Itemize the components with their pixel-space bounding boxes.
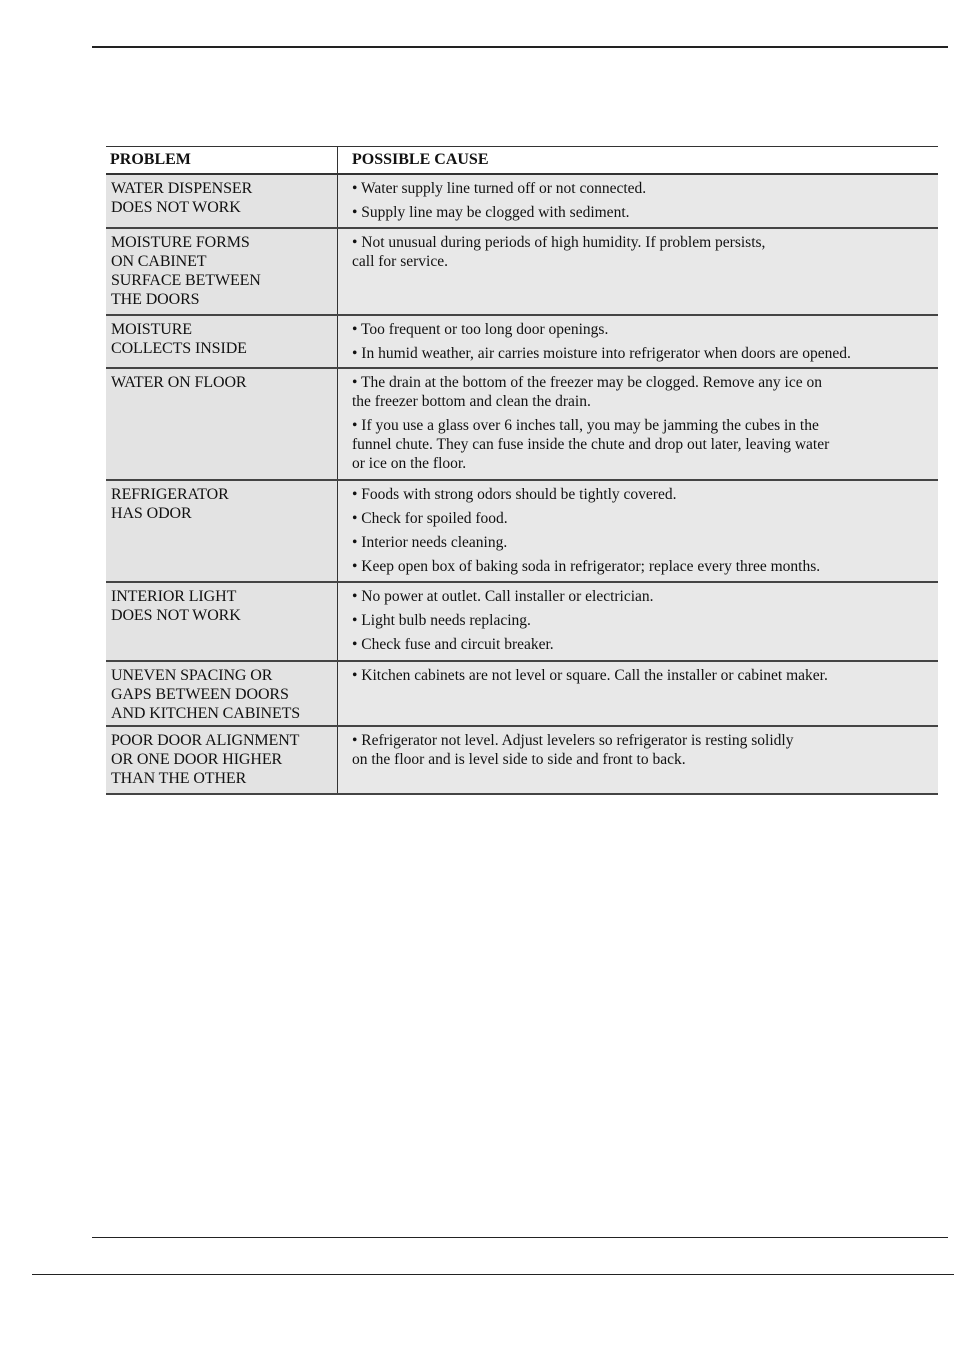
cause-item: • Check fuse and circuit breaker. (352, 636, 554, 653)
cause-item: • Light bulb needs replacing. (352, 612, 531, 629)
footer-rule (32, 1274, 954, 1275)
table-row (106, 369, 938, 481)
cause-cell (338, 727, 938, 793)
problem-cell: WATER DISPENSER DOES NOT WORK (106, 175, 338, 227)
cause-cell (338, 175, 938, 227)
header-problem: PROBLEM (106, 147, 338, 173)
cause-cell (338, 229, 938, 314)
cause-item: • Water supply line turned off or not connected. (352, 180, 647, 197)
problem-cell: WATER ON FLOOR (106, 369, 338, 479)
cause-item: • The drain at the bottom of the freezer may be clogged. Remove any ice on the freezer bottom and clean the drain. (352, 374, 822, 410)
cause-item: • No power at outlet. Call installer or electrician. (352, 588, 654, 605)
table-row (106, 175, 938, 229)
problem-cell: INTERIOR LIGHT DOES NOT WORK (106, 583, 338, 660)
problem-cell: POOR DOOR ALIGNMENT OR ONE DOOR HIGHER THAN THE OTHER (106, 727, 338, 793)
table-row (106, 583, 938, 662)
table-row (106, 727, 938, 795)
header-possible-cause: POSSIBLE CAUSE (352, 151, 489, 168)
cause-item: • In humid weather, air carries moisture into refrigerator when doors are opened. (352, 345, 851, 362)
cause-cell (338, 316, 938, 367)
cause-cell (338, 481, 938, 581)
problem-cell: MOISTURE FORMS ON CABINET SURFACE BETWEEN THE DOORS (106, 229, 338, 314)
cause-item: • Supply line may be clogged with sediment. (352, 204, 630, 221)
cause-item: • If you use a glass over 6 inches tall, you may be jamming the cubes in the funnel chute. They can fuse inside the chute and drop out later, leaving water or ice on the floor. (352, 417, 830, 472)
table-row (106, 662, 938, 727)
cause-item: • Keep open box of baking soda in refrigerator; replace every three months. (352, 558, 821, 575)
bottom-rule (92, 1237, 948, 1238)
problem-cell: MOISTURE COLLECTS INSIDE (106, 316, 338, 367)
cause-item: • Interior needs cleaning. (352, 534, 508, 551)
cause-cell (338, 662, 938, 725)
table-header (106, 146, 938, 175)
cause-item: • Not unusual during periods of high humidity. If problem persists, call for service. (352, 234, 766, 270)
cause-item: • Refrigerator not level. Adjust levelers so refrigerator is resting solidly on the floor and is level side to side and front to back. (352, 732, 794, 768)
cause-item: • Check for spoiled food. (352, 510, 508, 527)
problem-cell: REFRIGERATOR HAS ODOR (106, 481, 338, 581)
troubleshooting-table (106, 146, 938, 795)
problem-cell: UNEVEN SPACING OR GAPS BETWEEN DOORS AND KITCHEN CABINETS (106, 662, 338, 725)
table-row (106, 229, 938, 316)
table-row (106, 481, 938, 583)
cause-item: • Foods with strong odors should be tightly covered. (352, 486, 677, 503)
cause-item: • Kitchen cabinets are not level or square. Call the installer or cabinet maker. (352, 667, 828, 684)
cause-cell (338, 583, 938, 660)
top-rule (92, 46, 948, 48)
cause-item: • Too frequent or too long door openings. (352, 321, 609, 338)
table-row (106, 316, 938, 369)
cause-cell (338, 369, 938, 479)
